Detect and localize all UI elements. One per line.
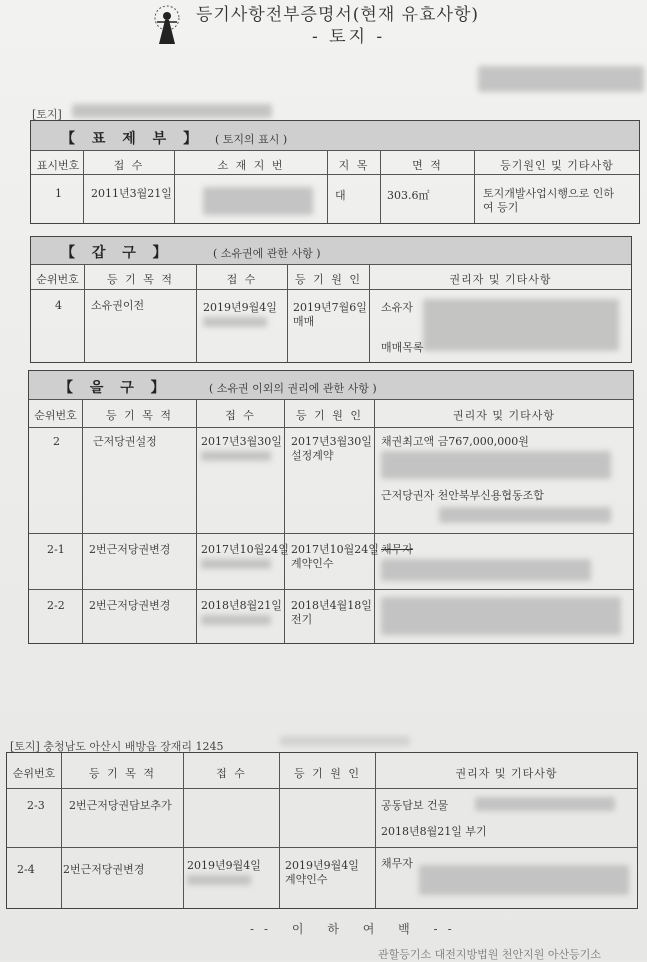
col-header: 등기원인 및 기타사항 [500, 159, 614, 172]
receipt-date: 2019년9월4일 [187, 859, 261, 872]
col-header: 접 수 [226, 273, 258, 286]
col-header: 순위번호 [12, 767, 56, 780]
col-header: 권리자 및 기타사항 [449, 273, 552, 286]
redacted-receipt-no [201, 451, 271, 461]
land-category: 대 [335, 189, 346, 202]
cause: 계약인수 [285, 873, 328, 886]
cause-date: 2018년4월18일 [291, 599, 372, 612]
registration-purpose: 소유권이전 [91, 299, 145, 312]
redacted-id [478, 66, 644, 92]
receipt-date: 2017년3월30일 [201, 435, 282, 448]
trade-list-label: 매매목록 [381, 341, 424, 354]
gapgu-title: 【 갑 구 】 [61, 245, 173, 261]
registry-office-note: 관할등기소 대전지방법원 천안지원 아산등기소 [378, 948, 602, 961]
receipt-date: 2011년3월21일 [91, 187, 172, 200]
redacted-mortgagee-detail [439, 507, 611, 523]
land-label: [토지] [32, 108, 62, 121]
rank-number: 2-4 [17, 863, 35, 876]
supplementary-date: 2018년8월21일 부기 [381, 825, 487, 838]
max-claim-amount: 채권최고액 금767,000,000원 [381, 435, 529, 448]
document-title: 등기사항전부증명서(현재 유효사항) [196, 5, 479, 25]
registration-purpose: 2번근저당권변경 [89, 543, 171, 556]
col-header: 지 목 [338, 159, 370, 172]
redacted-header [280, 736, 410, 746]
debtor-label: 채무자 [381, 857, 413, 870]
col-header: 등 기 목 적 [106, 409, 173, 422]
land-area: 303.6㎡ [387, 189, 430, 202]
cause: 설정계약 [291, 449, 334, 462]
col-header: 표시번호 [36, 159, 80, 172]
display-number: 1 [55, 187, 62, 200]
cause-date: 2019년7월6일 [293, 301, 367, 314]
joint-collateral: 공동담보 건물 [381, 799, 449, 812]
page2-table [6, 752, 638, 909]
col-header: 소 재 지 번 [217, 159, 285, 172]
col-header: 접 수 [113, 159, 145, 172]
redacted-owner [423, 299, 619, 351]
col-header: 순위번호 [34, 409, 77, 422]
cause-date: 2017년10월24일 [291, 543, 379, 556]
col-header: 등 기 원 인 [296, 409, 363, 422]
registration-purpose: 2번근저당권변경 [63, 863, 145, 876]
redacted-debtor [419, 865, 629, 895]
col-header: 접 수 [216, 767, 247, 780]
pyojebu-title: 【 표 제 부 】 [61, 131, 204, 147]
rank-number: 4 [55, 299, 62, 312]
col-header: 등 기 원 인 [295, 273, 362, 286]
col-header: 등 기 목 적 [107, 273, 174, 286]
registration-purpose: 근저당권설정 [93, 435, 157, 448]
document-subtitle: - 토지 - [312, 27, 386, 47]
redacted-receipt-no [201, 615, 271, 625]
eulgu-table [28, 370, 634, 644]
gapgu-table [30, 236, 632, 363]
owner-label: 소유자 [381, 301, 413, 314]
col-header: 순위번호 [36, 273, 79, 286]
redacted-lot [203, 187, 313, 215]
col-header: 권리자 및 기타사항 [452, 409, 555, 422]
pyojebu-table [30, 120, 640, 224]
cause-date: 2017년3월30일 [291, 435, 372, 448]
redacted-debtor [381, 451, 611, 479]
court-emblem-icon [143, 0, 191, 46]
eulgu-title: 【 을 구 】 [59, 380, 171, 396]
registration-purpose: 2번근저당권변경 [89, 599, 171, 612]
redacted-receipt-no [201, 559, 271, 569]
col-header: 면 적 [412, 159, 443, 172]
cause-date: 2019년9월4일 [285, 859, 359, 872]
receipt-date: 2018년8월21일 [201, 599, 282, 612]
col-header: 등 기 원 인 [294, 767, 361, 780]
rank-number: 2-3 [27, 799, 45, 812]
debtor-label: 채무자 [381, 543, 413, 556]
end-of-document: -- 이 하 여 백 -- [250, 922, 462, 936]
registration-purpose: 2번근저당권담보추가 [69, 799, 172, 812]
receipt-date: 2019년9월4일 [203, 301, 277, 314]
col-header: 등 기 목 적 [89, 767, 156, 780]
redacted-receipt-no [187, 875, 251, 885]
cause: 전기 [291, 613, 313, 626]
redacted-building [475, 797, 615, 811]
receipt-date: 2017년10월24일 [201, 543, 289, 556]
cause: 매매 [293, 315, 315, 328]
rank-number: 2 [53, 435, 60, 448]
pyojebu-subtitle: ( 토지의 표시 ) [215, 133, 288, 146]
col-header: 권리자 및 기타사항 [455, 767, 558, 780]
gapgu-subtitle: ( 소유권에 관한 사항 ) [213, 247, 321, 260]
redacted-receipt-no [203, 317, 267, 327]
page2-address: [토지] 충청남도 아산시 배방읍 장재리 1245 [10, 740, 224, 753]
redacted-rights [381, 597, 621, 635]
eulgu-subtitle: ( 소유권 이외의 권리에 관한 사항 ) [209, 382, 377, 395]
rank-number: 2-2 [47, 599, 65, 612]
rank-number: 2-1 [47, 543, 65, 556]
redacted-debtor [381, 559, 591, 581]
mortgagee: 근저당권자 천안북부신용협동조합 [381, 489, 544, 502]
cause: 계약인수 [291, 557, 334, 570]
col-header: 접 수 [225, 409, 256, 422]
redacted-address [72, 104, 272, 118]
registration-note: 토지개발사업시행으로 인하여 등기 [483, 187, 615, 214]
